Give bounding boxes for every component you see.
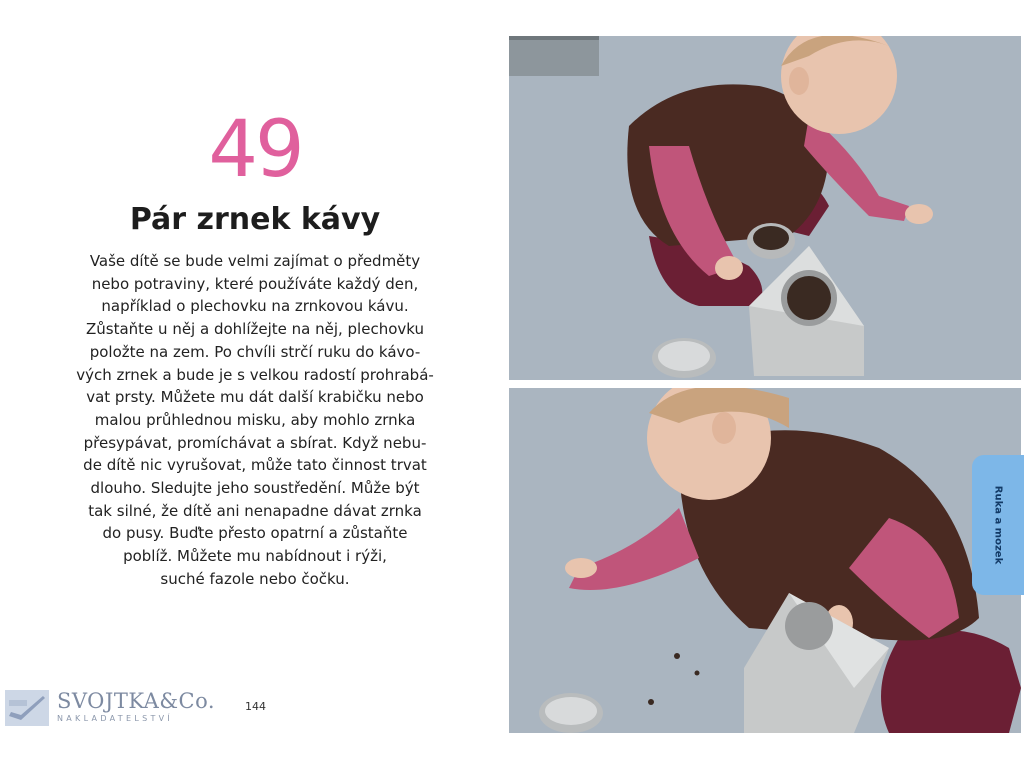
publisher-name: SVOJTKA&Co.	[57, 689, 216, 713]
body-line: de dítě nic vyrušovat, může tato činnost trvat	[83, 456, 427, 475]
body-line: poblíž. Můžete mu nabídnout i rýži,	[123, 547, 387, 566]
publisher-subtitle: NAKLADATELSTVÍ	[57, 714, 174, 723]
photo-child-reaching-into-tin	[509, 388, 1021, 733]
chapter-title: Pár zrnek kávy	[129, 202, 381, 237]
body-text	[70, 250, 440, 591]
page-number: 144	[245, 700, 266, 713]
body-line: položte na zem. Po chvíli strčí ruku do kávo-	[89, 342, 421, 361]
body-line: přesypávat, promíchávat a sbírat. Když nebu-	[83, 433, 427, 452]
text-page	[0, 0, 510, 768]
side-tab-label: Ruka a mozek	[992, 485, 1004, 565]
body-line: nebo potraviny, které používáte každý den,	[91, 274, 419, 293]
body-line: do pusy. Buďte přesto opatrní a zůstaňte	[102, 524, 408, 543]
body-line: vých zrnek a bude je s velkou radostí prohrabá-	[76, 365, 434, 384]
body-line: tak silné, že dítě ani nenapadne dávat zrnka	[88, 501, 422, 520]
body-line: Zůstaňte u něj a dohlížejte na něj, plechovku	[85, 320, 424, 339]
chapter-side-tab	[972, 455, 1024, 595]
body-line: vat prsty. Můžete mu dát další krabičku nebo	[86, 388, 424, 407]
body-line: například o plechovku na zrnkovou kávu.	[101, 297, 409, 316]
body-line: Vaše dítě se bude velmi zajímat o předměty	[89, 252, 421, 270]
logo-mark-icon	[5, 690, 49, 726]
chapter-number: 49	[208, 105, 302, 195]
body-line: suché fazole nebo čočku.	[160, 569, 350, 588]
body-line: malou průhlednou misku, aby mohlo zrnka	[94, 410, 416, 429]
body-line: dlouho. Sledujte jeho soustředění. Může být	[90, 479, 420, 498]
publisher-logo	[5, 688, 216, 730]
photo-child-with-coffee-tin	[509, 36, 1021, 380]
